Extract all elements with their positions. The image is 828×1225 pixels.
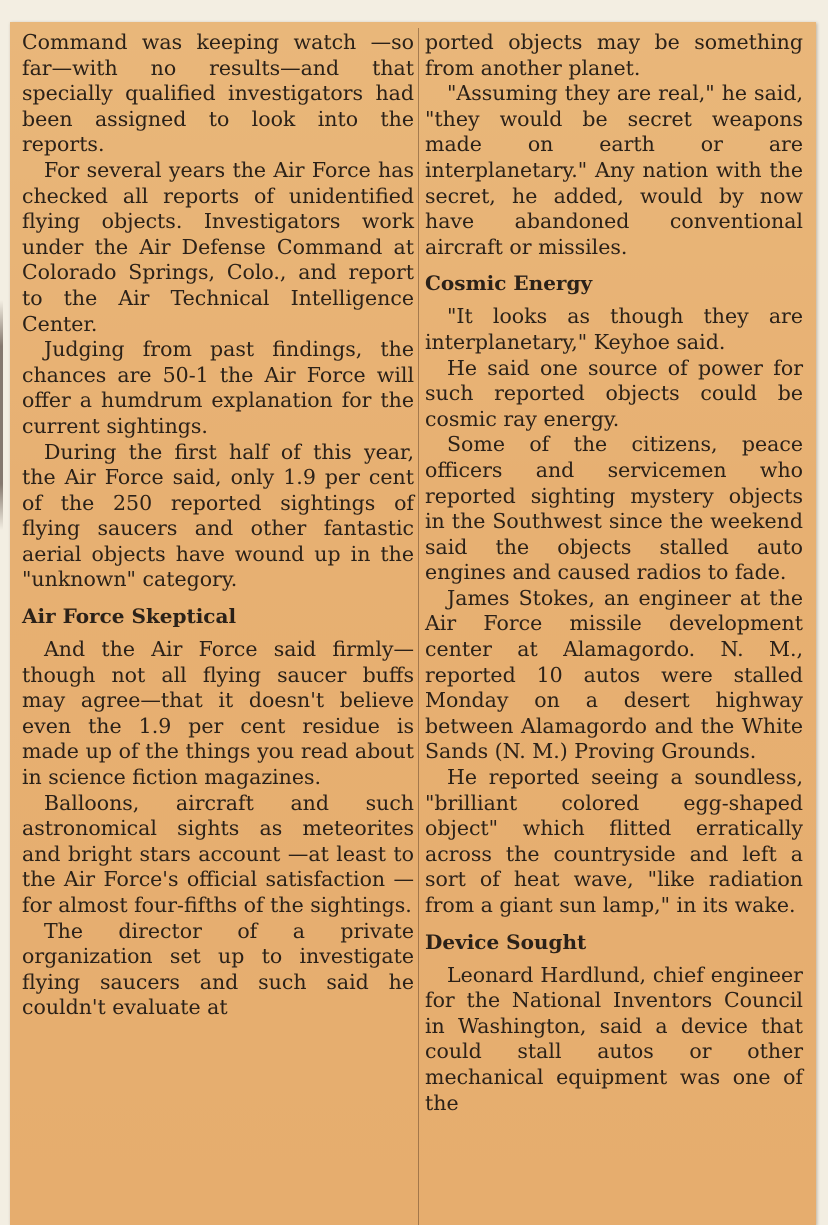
paragraph: Command was keeping watch —so far—with no results—and that specially qualified investigators had been assigned to look into the reports. xyxy=(22,30,414,157)
section-heading: Air Force Skeptical xyxy=(22,604,237,629)
paragraph: ported objects may be something from another planet. xyxy=(425,30,803,80)
paragraph: During the first half of this year, the Air Force said, only 1.9 per cent of the 250 reported sightings of flying saucers and other fantastic aerial objects have wound up in the "unknown" category. xyxy=(22,439,414,592)
paragraph: For several years the Air Force has checked all reports of unidentified flying objects. Investigators work under the Air Defense Command at Colorado Springs, Colo., and report to the Air Technical Intelligence Center. xyxy=(22,157,414,336)
paragraph: Leonard Hardlund, chief engineer for the National Inventors Council in Washington, said a device that could stall autos or other mechanical equipment was one of the xyxy=(425,962,803,1115)
newspaper-clipping xyxy=(10,22,816,1225)
section-heading: Cosmic Energy xyxy=(425,271,593,296)
paragraph: He reported seeing a soundless, "brilliant colored egg-shaped object" which flitted erratically across the countryside and left a sort of heat wave, "like radiation from a giant sun lamp," in its wake. xyxy=(425,765,803,917)
paragraph: And the Air Force said firmly—though not all flying saucer buffs may agree—that it doesn't believe even the 1.9 per cent residue is made up of the things you read about in science fiction magazines. xyxy=(22,637,414,790)
paragraph: "It looks as though they are interplanetary," Keyhoe said. xyxy=(425,304,803,354)
paragraph: Judging from past findings, the chances are 50-1 the Air Force will offer a humdrum explanation for the current sightings. xyxy=(22,337,414,438)
paragraph: The director of a private organization set up to investigate flying saucers and such said he couldn't evaluate at xyxy=(22,918,414,1020)
paragraph: Some of the citizens, peace officers and servicemen who reported sighting mystery objects in the Southwest since the weekend said the objects stalled auto engines and caused radios to fade. xyxy=(425,432,803,585)
section-heading: Device Sought xyxy=(425,929,587,954)
paragraph: James Stokes, an engineer at the Air Force missile development center at Alamagordo. N. M., reported 10 autos were stalled Monday on a desert highway between Alamagordo and the White Sands (N. M.) Proving Grounds. xyxy=(425,585,803,764)
paragraph: "Assuming they are real," he said, "they would be secret weapons made on earth or are interplanetary." Any nation with the secret, he added, would by now have abandoned conventional aircraft or missiles. xyxy=(425,81,803,259)
paragraph: He said one source of power for such reported objects could be cosmic ray energy. xyxy=(425,355,803,431)
left-column xyxy=(22,30,414,1225)
margin-pen-mark xyxy=(0,300,3,530)
paragraph: Balloons, aircraft and such astronomical sights as meteorites and bright stars account —at least to the Air Force's official satisfaction — for almost four-fifths of the sightings. xyxy=(22,790,414,917)
column-divider xyxy=(418,28,419,1225)
right-column xyxy=(425,30,803,1225)
